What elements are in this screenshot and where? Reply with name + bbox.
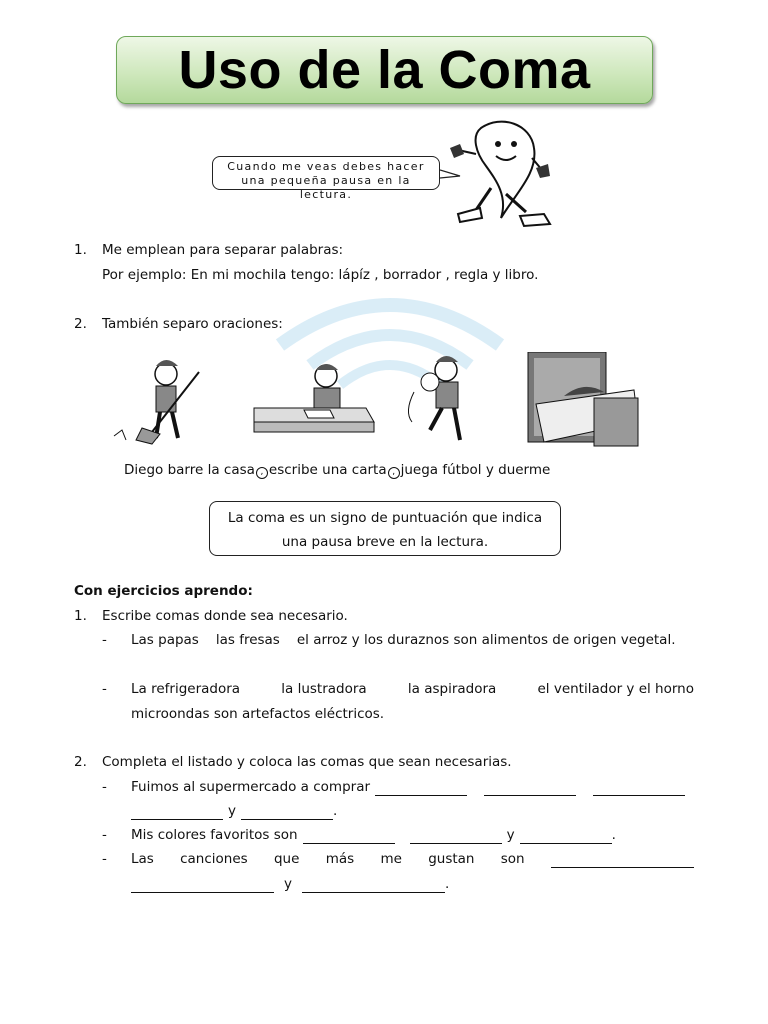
item-word: La refrigeradora	[131, 681, 241, 697]
conjunction-y: y	[506, 827, 515, 843]
item-text: Mis colores favoritos son	[131, 827, 298, 843]
answer-blank[interactable]	[241, 805, 333, 820]
exercise-2-item-1-continuation	[131, 802, 337, 820]
item-word: son	[500, 851, 525, 867]
item-word: las fresas	[215, 632, 280, 648]
speech-line-2: una pequeña pausa en la lectura.	[241, 174, 411, 201]
title-banner	[116, 36, 653, 104]
item-word: me	[380, 851, 402, 867]
page-title: Uso de la Coma	[178, 40, 591, 100]
exercise-1-item-2-continuation: microondas son artefactos eléctricos.	[131, 706, 385, 722]
speech-line-1: Cuando me veas debes hacer	[227, 160, 425, 173]
period: .	[333, 803, 338, 819]
answer-blank[interactable]	[131, 878, 274, 893]
answer-blank[interactable]	[375, 781, 467, 796]
dash-marker: -	[102, 681, 107, 697]
caption-part-1: Diego barre la casa	[124, 462, 255, 478]
dash-marker: -	[102, 851, 107, 867]
period: .	[445, 876, 450, 892]
boy-sweeping-illustration	[114, 360, 199, 444]
comma-mascot-illustration	[446, 118, 558, 236]
exercise-1-item-2	[131, 680, 694, 698]
item-word: gustan	[428, 851, 475, 867]
item-word: el arroz y los duraznos son alimentos de origen vegetal.	[296, 632, 676, 648]
item-word: la lustradora	[281, 681, 367, 697]
speech-bubble	[212, 156, 440, 201]
dash-marker: -	[102, 632, 107, 648]
item-word: el ventilador y el horno	[537, 681, 694, 697]
item-word: Las	[131, 851, 154, 867]
conjunction-y: y	[228, 803, 236, 819]
period: .	[611, 827, 616, 843]
item-word: la aspiradora	[407, 681, 497, 697]
dash-marker: -	[102, 827, 107, 843]
definition-box	[209, 501, 561, 556]
exercise-1-number: 1.	[74, 608, 87, 624]
illustration-caption	[124, 461, 550, 479]
rule-1-example: Por ejemplo: En mi mochila tengo: lápíz , borrador , regla y libro.	[102, 267, 539, 283]
rule-2-text: También separo oraciones:	[102, 316, 283, 332]
boy-writing-illustration	[254, 364, 374, 432]
answer-blank[interactable]	[303, 829, 395, 844]
conjunction-y: y	[284, 876, 292, 892]
answer-blank[interactable]	[593, 781, 685, 796]
item-word: canciones	[180, 851, 248, 867]
exercises-heading: Con ejercicios aprendo:	[74, 583, 253, 599]
caption-part-2: escribe una carta	[268, 462, 387, 478]
definition-line-1: La coma es un signo de puntuación que indica	[227, 510, 543, 526]
person-sleeping-illustration	[528, 352, 638, 446]
comma-mark-circle: ,	[388, 467, 400, 479]
answer-blank[interactable]	[551, 853, 694, 868]
definition-line-2: una pausa breve en la lectura.	[281, 534, 489, 550]
exercise-1-instruction: Escribe comas donde sea necesario.	[102, 608, 348, 624]
answer-blank[interactable]	[484, 781, 576, 796]
exercise-2-item-3-continuation	[131, 875, 449, 893]
answer-blank[interactable]	[410, 829, 502, 844]
exercise-2-item-1	[131, 778, 694, 796]
answer-blank[interactable]	[131, 805, 223, 820]
rule-1-text: Me emplean para separar palabras:	[102, 242, 344, 258]
exercise-2-item-3	[131, 850, 694, 868]
answer-blank[interactable]	[302, 878, 445, 893]
sentence-illustrations	[104, 352, 644, 452]
answer-blank[interactable]	[520, 829, 612, 844]
rule-2-number: 2.	[74, 316, 87, 332]
exercise-2-number: 2.	[74, 754, 87, 770]
item-word: que	[273, 851, 300, 867]
boy-playing-football-illustration	[408, 356, 460, 440]
exercise-2-item-2	[131, 826, 616, 844]
exercise-1-item-1	[131, 631, 676, 649]
item-word: Las papas	[131, 632, 199, 648]
dash-marker: -	[102, 779, 107, 795]
exercise-2-instruction: Completa el listado y coloca las comas que sean necesarias.	[102, 754, 512, 770]
item-word: más	[325, 851, 355, 867]
comma-mark-circle: ,	[256, 467, 268, 479]
item-text: Fuimos al supermercado a comprar	[131, 779, 371, 795]
caption-part-3: juega fútbol y duerme	[400, 462, 551, 478]
rule-1-number: 1.	[74, 242, 87, 258]
